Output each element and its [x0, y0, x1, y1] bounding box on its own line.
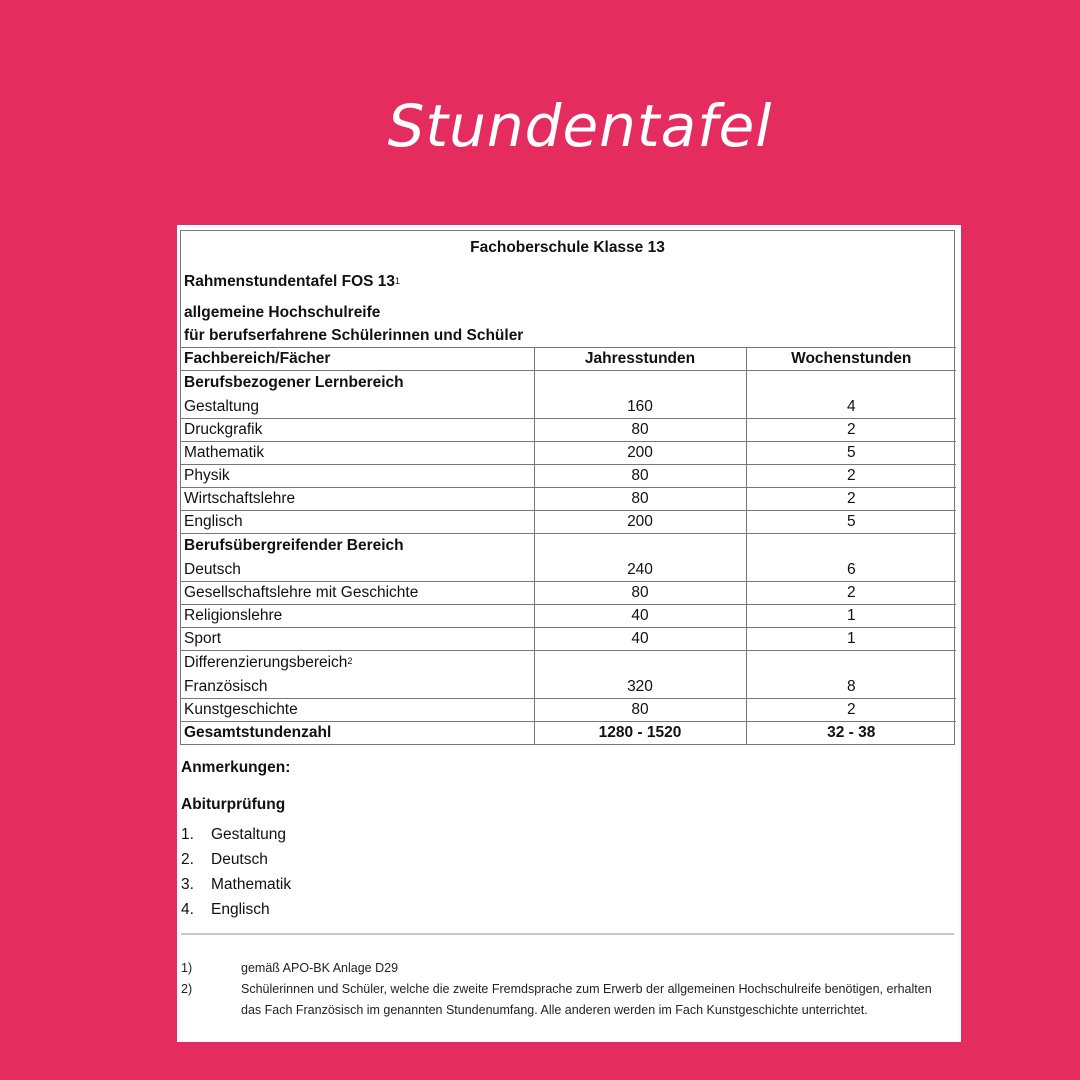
subject-cell: Französisch: [184, 677, 268, 695]
table-header-row: [181, 348, 956, 371]
exam-heading: Abiturprüfung: [181, 796, 286, 813]
subject-cell: Religionslehre: [181, 605, 534, 628]
yearly-cell: 80: [534, 582, 746, 605]
section-label-vocational: Berufsbezogener Lernbereich: [184, 374, 404, 391]
column-header-weekly: Wochenstunden: [746, 348, 956, 371]
page-title: Stundentafel: [387, 92, 773, 160]
column-header-subject: Fachbereich/Fächer: [181, 348, 534, 371]
table-row: [181, 419, 956, 442]
timetable: [181, 347, 956, 744]
subject-cell: Englisch: [181, 511, 534, 534]
footnote-2: 2) Schülerinnen und Schüler, welche die zweite Fremdsprache zum Erwerb der allgemeinen Hochschulreife benötigen, erhalten das Fach Französisch im genannten Stundenumfang. Alle anderen werden im Fach Kunstgeschichte unterrichtet.: [181, 982, 932, 1017]
column-header-yearly: Jahresstunden: [534, 348, 746, 371]
table-subtitle-rahmenstundentafel: Rahmenstundentafel FOS $13^1$: [184, 273, 401, 290]
weekly-cell: 4: [746, 371, 956, 419]
subject-cell: Wirtschaftslehre: [181, 488, 534, 511]
yearly-cell: 200: [534, 442, 746, 465]
section-label-general: Berufsübergreifender Bereich: [184, 537, 404, 554]
yearly-cell: 40: [534, 628, 746, 651]
list-item: 3. Mathematik: [181, 876, 292, 893]
subject-cell: Druckgrafik: [181, 419, 534, 442]
table-row: [181, 582, 956, 605]
total-label: Gesamtstundenzahl: [181, 722, 534, 745]
table-row: [181, 651, 956, 699]
table-row: [181, 371, 956, 419]
notes-heading: Anmerkungen:: [181, 759, 291, 776]
document-image: [177, 225, 961, 1042]
list-item: 4. Englisch: [181, 901, 270, 918]
table-row: [181, 511, 956, 534]
timetable-sheet: [180, 230, 955, 745]
weekly-cell: 6: [746, 534, 956, 582]
total-yearly: 1280 - 1520: [534, 722, 746, 745]
subject-cell: Gesellschaftslehre mit Geschichte: [181, 582, 534, 605]
footnote-1: 1) gemäß APO-BK Anlage D29: [181, 961, 399, 975]
yearly-cell: 80: [534, 488, 746, 511]
subject-cell: Deutsch: [184, 560, 241, 578]
weekly-cell: 2: [746, 488, 956, 511]
table-row: [181, 699, 956, 722]
yearly-cell: 240: [534, 534, 746, 582]
total-weekly: 32 - 38: [746, 722, 956, 745]
list-item: 2. Deutsch: [181, 851, 268, 868]
yearly-cell: 80: [534, 465, 746, 488]
table-row: [181, 488, 956, 511]
footnotes: [181, 958, 951, 1021]
weekly-cell: 2: [746, 465, 956, 488]
weekly-cell: 2: [746, 699, 956, 722]
subject-cell: Mathematik: [181, 442, 534, 465]
table-row: [181, 534, 956, 582]
weekly-cell: 5: [746, 442, 956, 465]
notes-section: [181, 755, 961, 922]
table-row: [181, 442, 956, 465]
list-item: 1. Gestaltung: [181, 826, 286, 843]
exam-subject-list: [181, 822, 961, 922]
weekly-cell: 2: [746, 582, 956, 605]
weekly-cell: 2: [746, 419, 956, 442]
footnote-divider: [181, 933, 954, 935]
table-subtitle-hochschulreife: allgemeine Hochschulreife: [184, 304, 381, 321]
yearly-cell: 40: [534, 605, 746, 628]
section-label-differentiation: Differenzierungsbereich$^2$: [184, 654, 353, 671]
yearly-cell: 160: [534, 371, 746, 419]
yearly-cell: 80: [534, 419, 746, 442]
subject-cell: Sport: [181, 628, 534, 651]
weekly-cell: 5: [746, 511, 956, 534]
subject-cell: Gestaltung: [184, 397, 259, 415]
table-row: [181, 628, 956, 651]
table-row: [181, 465, 956, 488]
weekly-cell: 8: [746, 651, 956, 699]
weekly-cell: 1: [746, 605, 956, 628]
subject-cell: Kunstgeschichte: [181, 699, 534, 722]
subject-cell: Physik: [181, 465, 534, 488]
table-row: [181, 605, 956, 628]
yearly-cell: 80: [534, 699, 746, 722]
table-subtitle-audience: für berufserfahrene Schülerinnen und Schüler: [184, 327, 524, 344]
total-row: [181, 722, 956, 745]
table-title: Fachoberschule Klasse 13: [470, 239, 665, 256]
yearly-cell: 200: [534, 511, 746, 534]
weekly-cell: 1: [746, 628, 956, 651]
yearly-cell: 320: [534, 651, 746, 699]
